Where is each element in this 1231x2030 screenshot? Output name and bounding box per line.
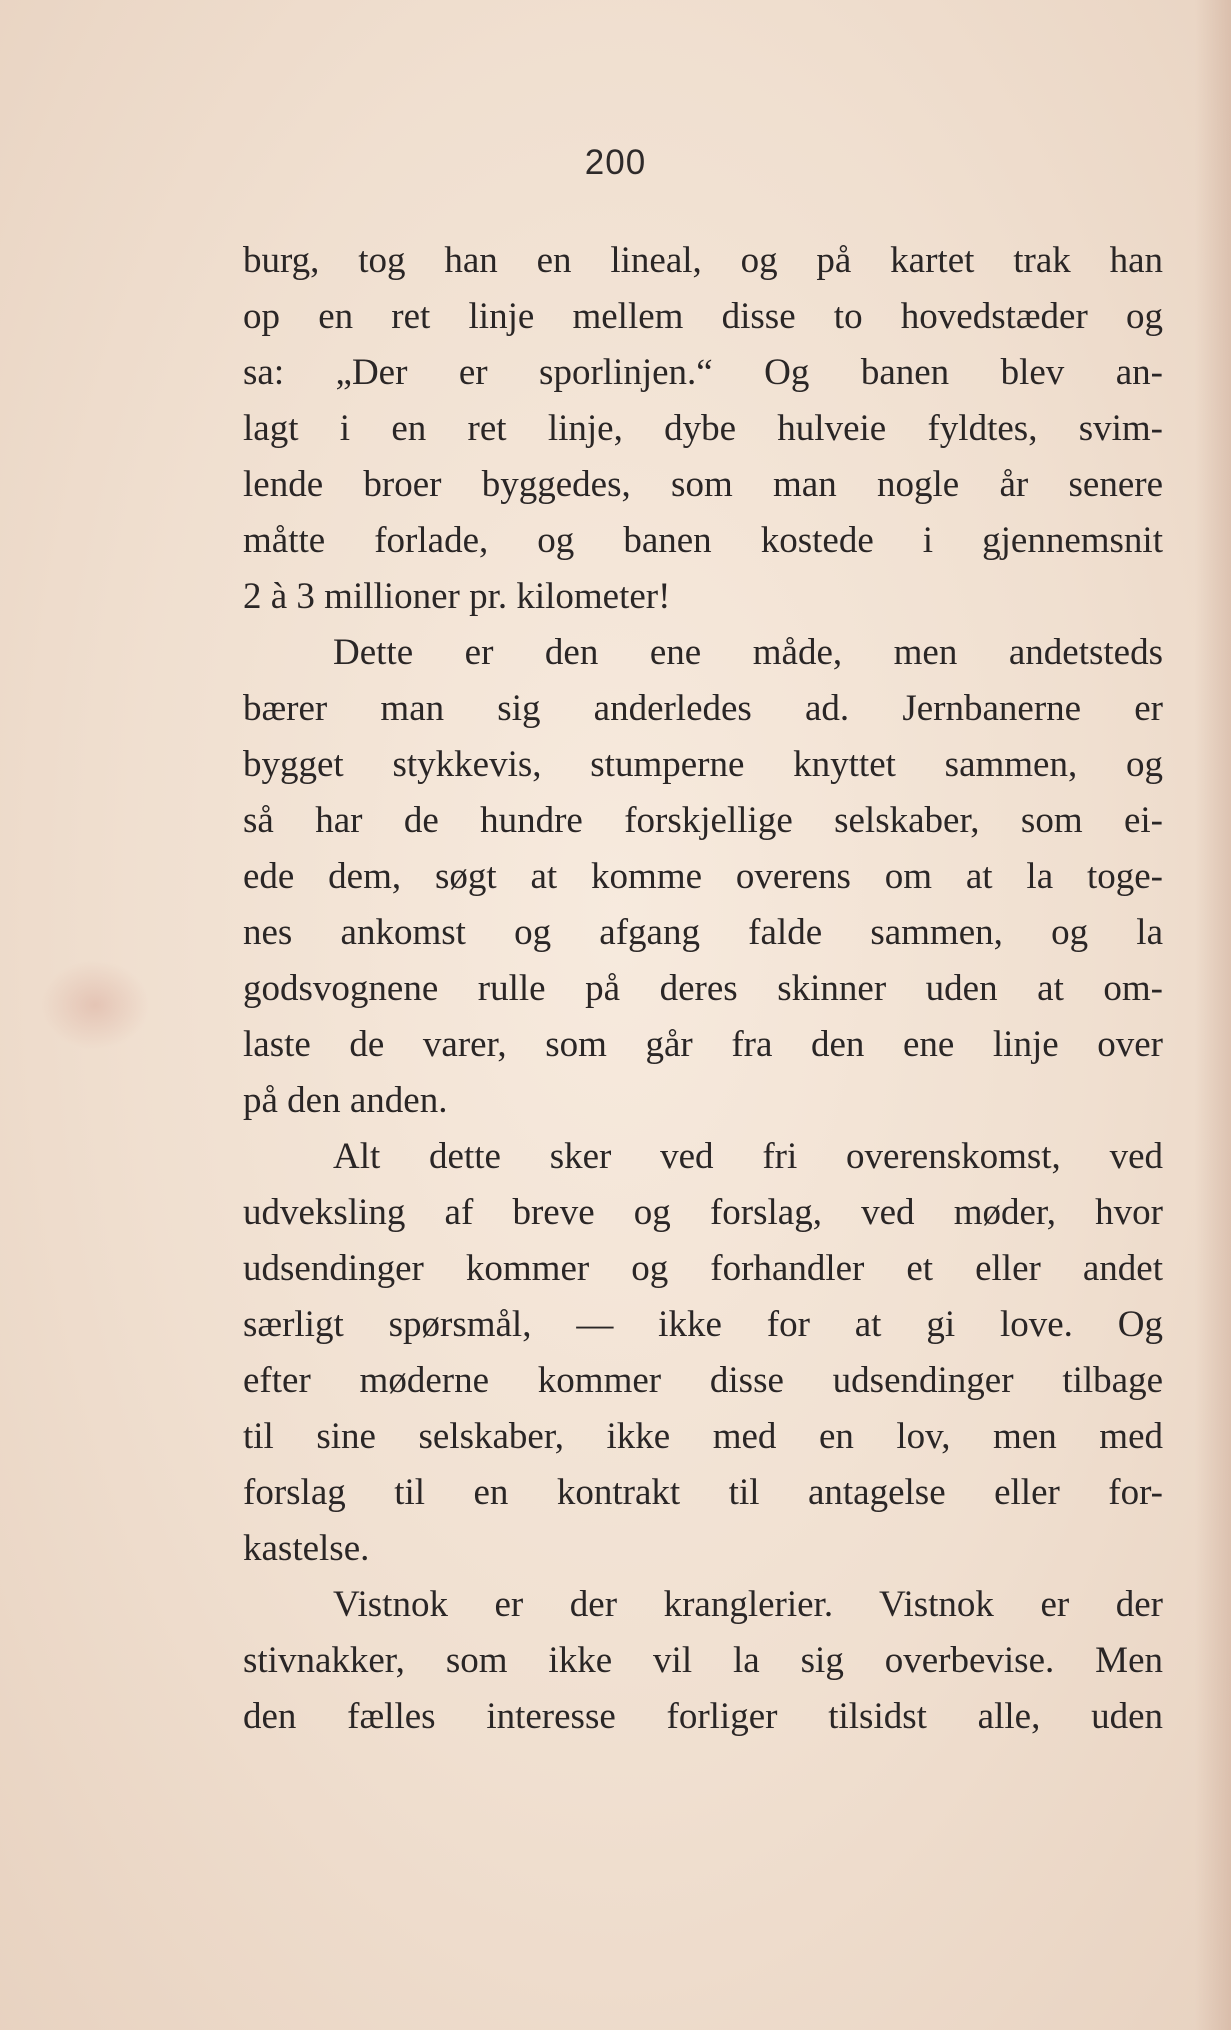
text-line: udveksling af breve og forslag, ved møder, hvor bbox=[243, 1192, 1163, 1233]
body-text bbox=[243, 233, 1163, 1745]
text-line: ede dem, søgt at komme overens om at la toge- bbox=[243, 856, 1163, 897]
text-line: bygget stykkevis, stumperne knyttet sammen, og bbox=[243, 744, 1163, 785]
text-line: den fælles interesse forliger tilsidst alle, uden bbox=[243, 1696, 1163, 1737]
text-line: lagt i en ret linje, dybe hulveie fyldtes, svim- bbox=[243, 408, 1163, 449]
text-line: Vistnok er der kranglerier. Vistnok er der bbox=[333, 1584, 1163, 1625]
text-line: på den anden. bbox=[243, 1080, 448, 1121]
text-line: bærer man sig anderledes ad. Jernbanerne er bbox=[243, 688, 1163, 729]
text-line: så har de hundre forskjellige selskaber, som ei- bbox=[243, 800, 1163, 841]
text-line: måtte forlade, og banen kostede i gjennemsnit bbox=[243, 520, 1163, 561]
text-line: sa: „Der er sporlinjen.“ Og banen blev an- bbox=[243, 352, 1163, 393]
text-line: Alt dette sker ved fri overenskomst, ved bbox=[333, 1136, 1163, 1177]
text-line: nes ankomst og afgang falde sammen, og la bbox=[243, 912, 1163, 953]
text-line: Dette er den ene måde, men andetsteds bbox=[333, 632, 1163, 673]
text-line: laste de varer, som går fra den ene linje over bbox=[243, 1024, 1163, 1065]
text-line: op en ret linje mellem disse to hovedstæder og bbox=[243, 296, 1163, 337]
text-line: udsendinger kommer og forhandler et eller andet bbox=[243, 1248, 1163, 1289]
paper-stain bbox=[40, 960, 150, 1050]
text-line: særligt spørsmål, — ikke for at gi love. Og bbox=[243, 1304, 1163, 1345]
text-line: til sine selskaber, ikke med en lov, men med bbox=[243, 1416, 1163, 1457]
text-line: efter møderne kommer disse udsendinger tilbage bbox=[243, 1360, 1163, 1401]
page-edge-shadow bbox=[1195, 0, 1231, 2030]
text-line: stivnakker, som ikke vil la sig overbevise. Men bbox=[243, 1640, 1163, 1681]
text-line: forslag til en kontrakt til antagelse eller for- bbox=[243, 1472, 1163, 1513]
page-number: 200 bbox=[584, 143, 647, 182]
text-line: lende broer byggedes, som man nogle år senere bbox=[243, 464, 1163, 505]
text-line: godsvognene rulle på deres skinner uden at om- bbox=[243, 968, 1163, 1009]
text-line: kastelse. bbox=[243, 1528, 370, 1569]
text-line: burg, tog han en lineal, og på kartet trak han bbox=[243, 240, 1163, 281]
text-line: 2 à 3 millioner pr. kilometer! bbox=[243, 576, 671, 617]
